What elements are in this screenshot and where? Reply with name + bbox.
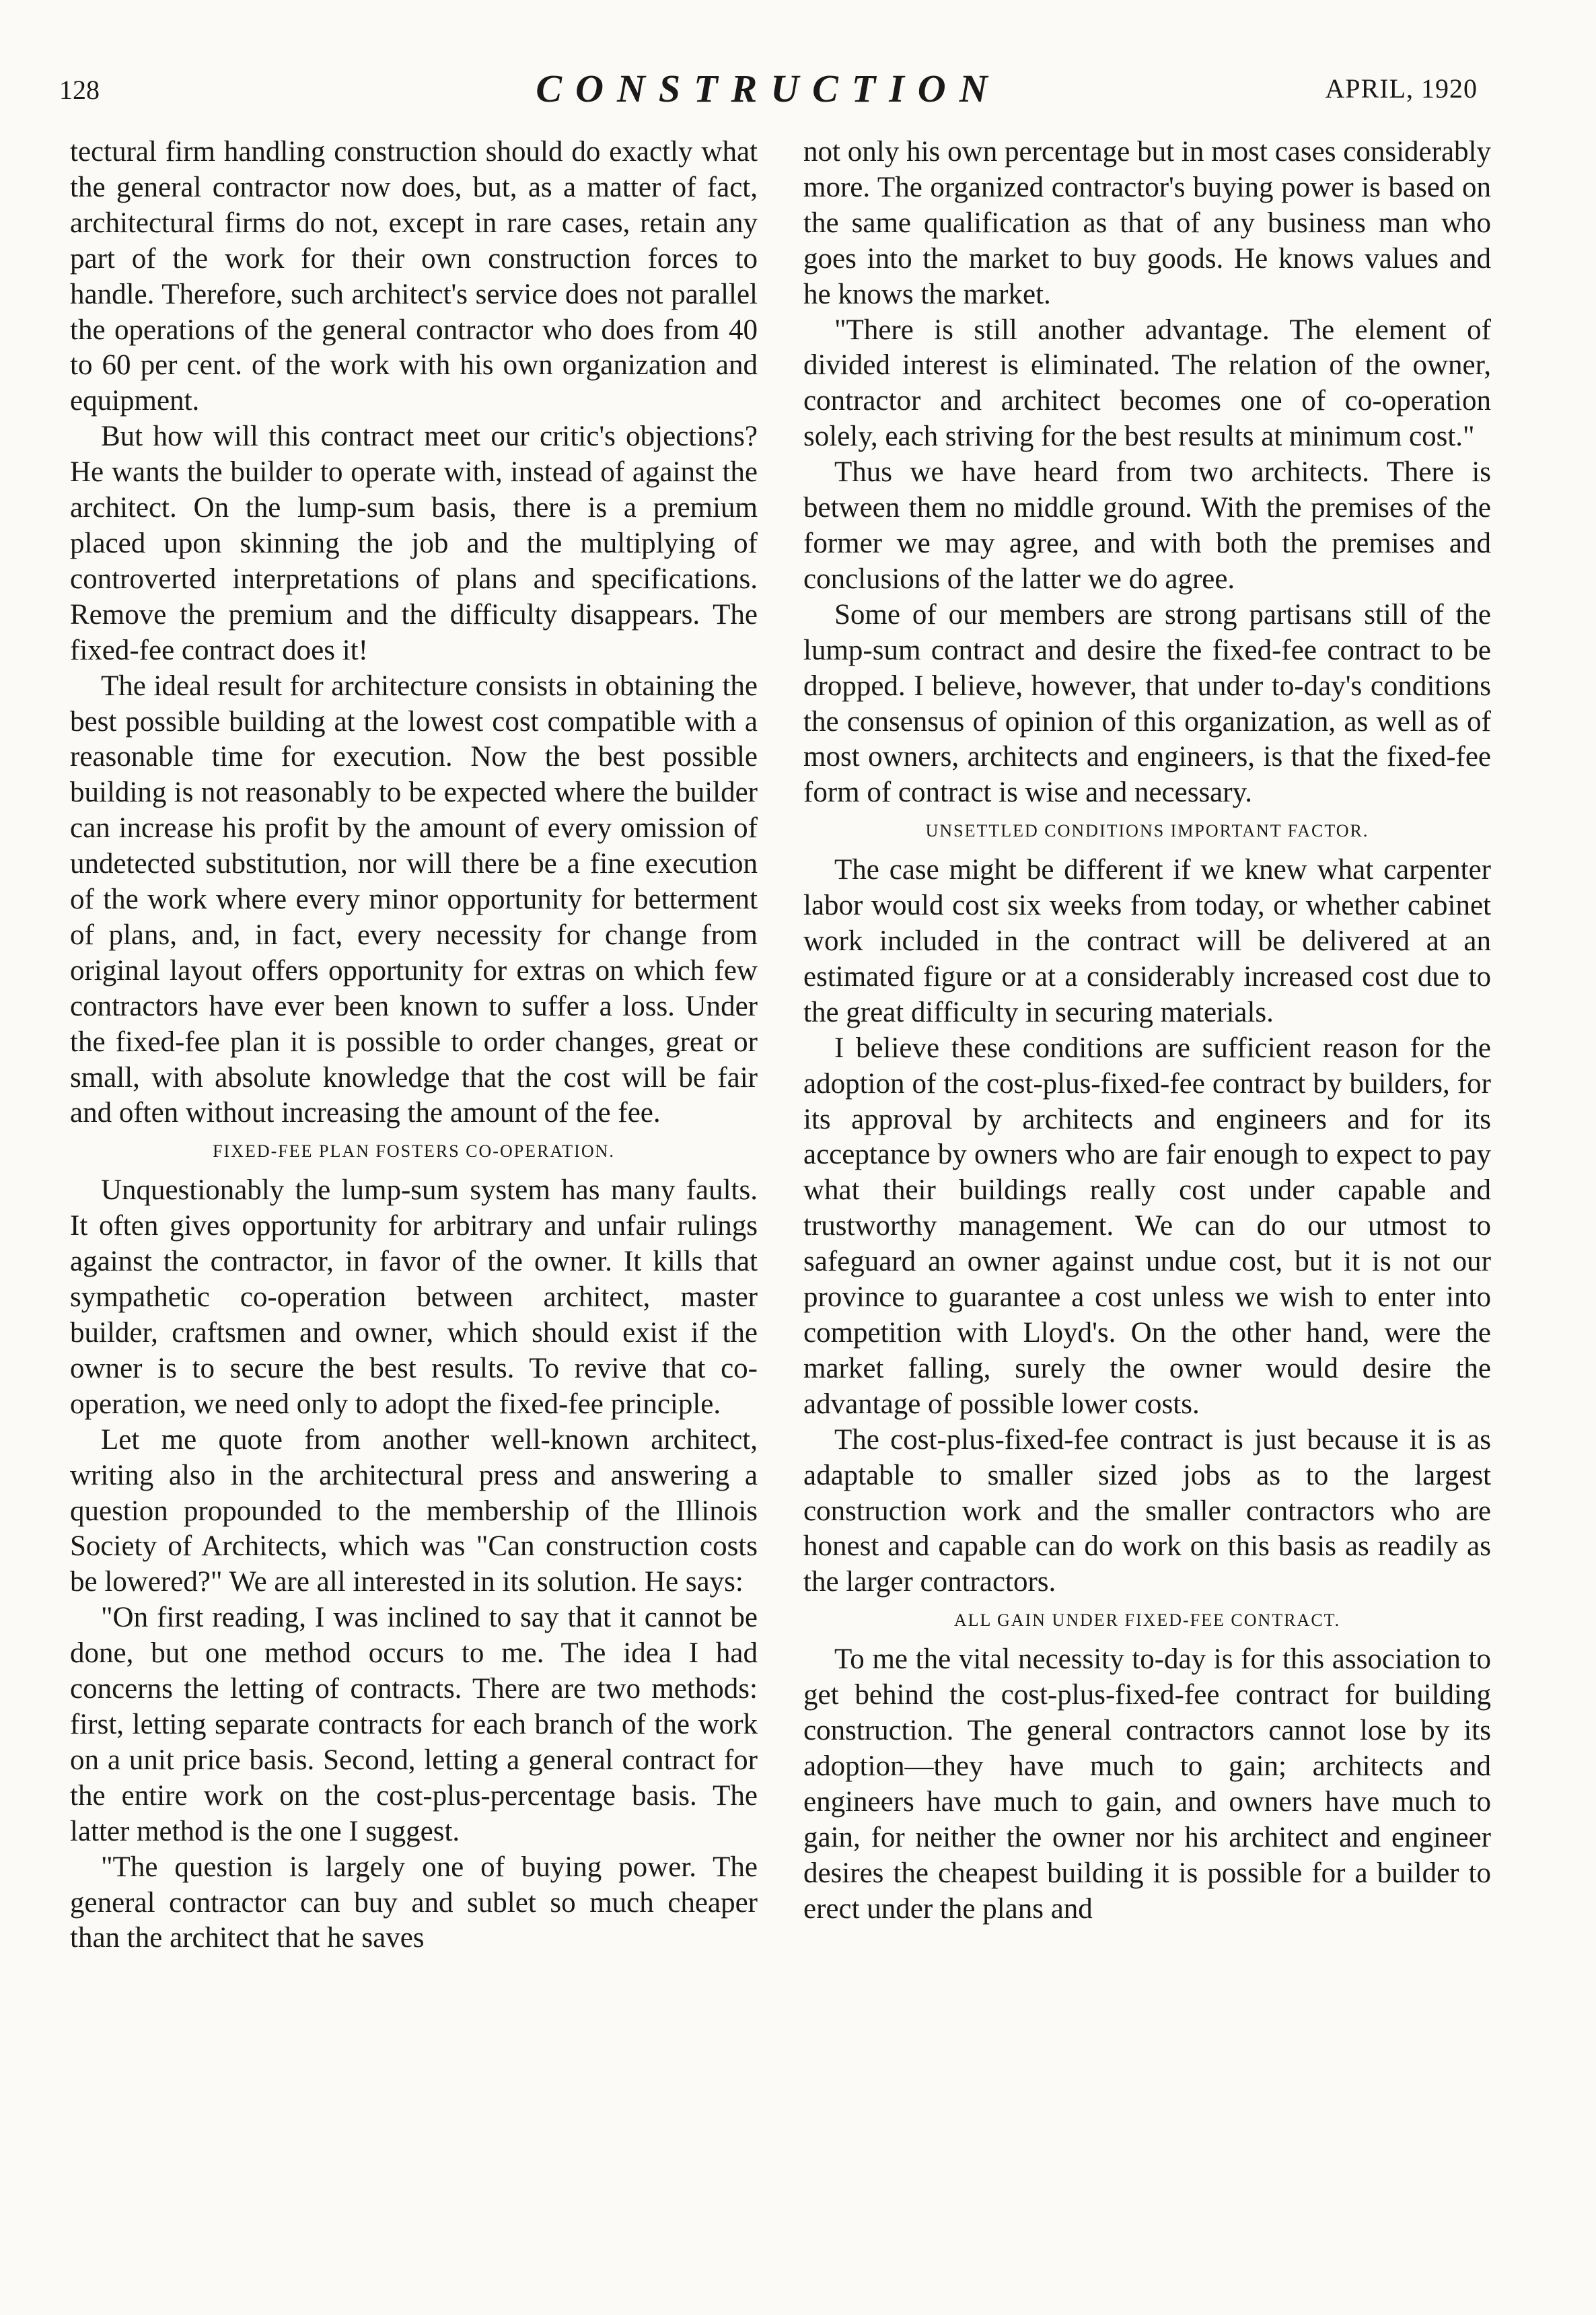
issue-date: APRIL, 1920 (1325, 73, 1478, 104)
paragraph: tectural firm handling construction should do exactly what the general contractor now does, but, as a matter of fact, architectural firms do not, except in rare cases, retain any part of the work for their own construction forces to handle. Therefore, such architect's service does not parallel the operations of the general contractor who does from 40 to 60 per cent. of the work with his own organization and equipment. (70, 136, 758, 417)
paragraph: Let me quote from another well-known architect, writing also in the architectural press and answering a question propounded to the membership of the Illinois Society of Architects, which was "Can construction costs be lowered?" We are all interested in its solution. He says: (70, 1423, 758, 1598)
journal-title: CONSTRUCTION (536, 67, 1001, 110)
paragraph: The case might be different if we knew what carpenter labor would cost six weeks from today, or whether cabinet work included in the contract will be delivered at an estimated figure or at a considerably increased cost due to the great difficulty in securing materials. (803, 854, 1491, 1028)
paragraph: The ideal result for architecture consists in obtaining the best possible building at the lowest cost compatible with a reasonable time for execution. Now the best possible building is not reasonably to be expected where the builder can increase his profit by the amount of every omission of undetected substitution, nor will there be a fine execution of the work where every minor opportunity for betterment of plans, and, in fact, every necessity for change from original layout offers opportunity for extras on which few contractors have ever been known to suffer a loss. Under the fixed-fee plan it is possible to order changes, great or small, with absolute knowledge that the cost will be fair and often without increasing the amount of the fee. (70, 670, 758, 1129)
page-number: 128 (59, 75, 100, 105)
page-header (59, 66, 1478, 120)
paragraph: Thus we have heard from two architects. There is between them no middle ground. With the premises of the former we may agree, and with both the premises and conclusions of the latter we do agree. (803, 456, 1491, 595)
paragraph: The cost-plus-fixed-fee contract is just because it is as adaptable to smaller sized jobs as to the largest construction work and the smaller contractors who are honest and capable can do work on this basis as readily as the larger contractors. (803, 1423, 1491, 1598)
paragraph: "On first reading, I was inclined to say that it cannot be done, but one method occurs to me. The idea I had concerns the letting of contracts. There are two methods: first, letting separate contracts for each branch of the work on a unit price basis. Second, letting a general contract for the entire work on the cost-plus-percentage basis. The latter method is the one I suggest. (70, 1602, 758, 1847)
section-heading: FIXED-FEE PLAN FOSTERS CO-OPERATION. (213, 1141, 615, 1162)
paragraph: Some of our members are strong partisans still of the lump-sum contract and desire the fixed-fee contract to be dropped. I believe, however, that under to-day's conditions the consensus of opinion of this organization, as well as of most owners, architects and engineers, is that the fixed-fee form of contract is wise and necessary. (803, 598, 1491, 809)
paragraph: But how will this contract meet our critic's objections? He wants the builder to operate with, instead of against the architect. On the lump-sum basis, there is a premium placed upon skinning the job and the multiplying of controverted interpretations of plans and specifications. Remove the premium and the difficulty disappears. The fixed-fee contract does it! (70, 421, 758, 666)
paragraph: Unquestionably the lump-sum system has many faults. It often gives opportunity for arbitrary and unfair rulings against the contractor, in favor of the owner. It kills that sympathetic co-operation between architect, master builder, craftsmen and owner, which should exist if the owner is to secure the best results. To revive that co-operation, we need only to adopt the fixed-fee principle. (70, 1174, 758, 1420)
right-column (803, 135, 1491, 1927)
section-heading: UNSETTLED CONDITIONS IMPORTANT FACTOR. (925, 821, 1369, 841)
section-heading: ALL GAIN UNDER FIXED-FEE CONTRACT. (953, 1610, 1341, 1631)
left-column (70, 135, 758, 1956)
paragraph: To me the vital necessity to-day is for this association to get behind the cost-plus-fixed-fee contract for building construction. The general contractors cannot lose by its adoption—they have much to gain; architects and engineers have much to gain, and owners have much to gain, for neither the owner nor his architect and engineer desires the cheapest building it is possible for a builder to erect under the plans and (803, 1643, 1491, 1925)
paragraph: not only his own percentage but in most cases considerably more. The organized contractor's buying power is based on the same qualification as that of any business man who goes into the market to buy goods. He knows values and he knows the market. (803, 136, 1491, 310)
paragraph: I believe these conditions are sufficient reason for the adoption of the cost-plus-fixed-fee contract by builders, for its approval by architects and engineers and for its acceptance by owners who are fair enough to expect to pay what their buildings really cost under capable and trustworthy management. We can do our utmost to safeguard an owner against undue cost, but it is not our province to guarantee a cost unless we wish to enter into competition with Lloyd's. On the other hand, were the market falling, surely the owner would desire the advantage of possible lower costs. (803, 1032, 1491, 1420)
paragraph: "There is still another advantage. The element of divided interest is eliminated. The relation of the owner, contractor and architect becomes one of co-operation solely, each striving for the best results at minimum cost." (803, 314, 1491, 453)
paragraph: "The question is largely one of buying power. The general contractor can buy and sublet so much cheaper than the architect that he saves (70, 1851, 758, 1954)
